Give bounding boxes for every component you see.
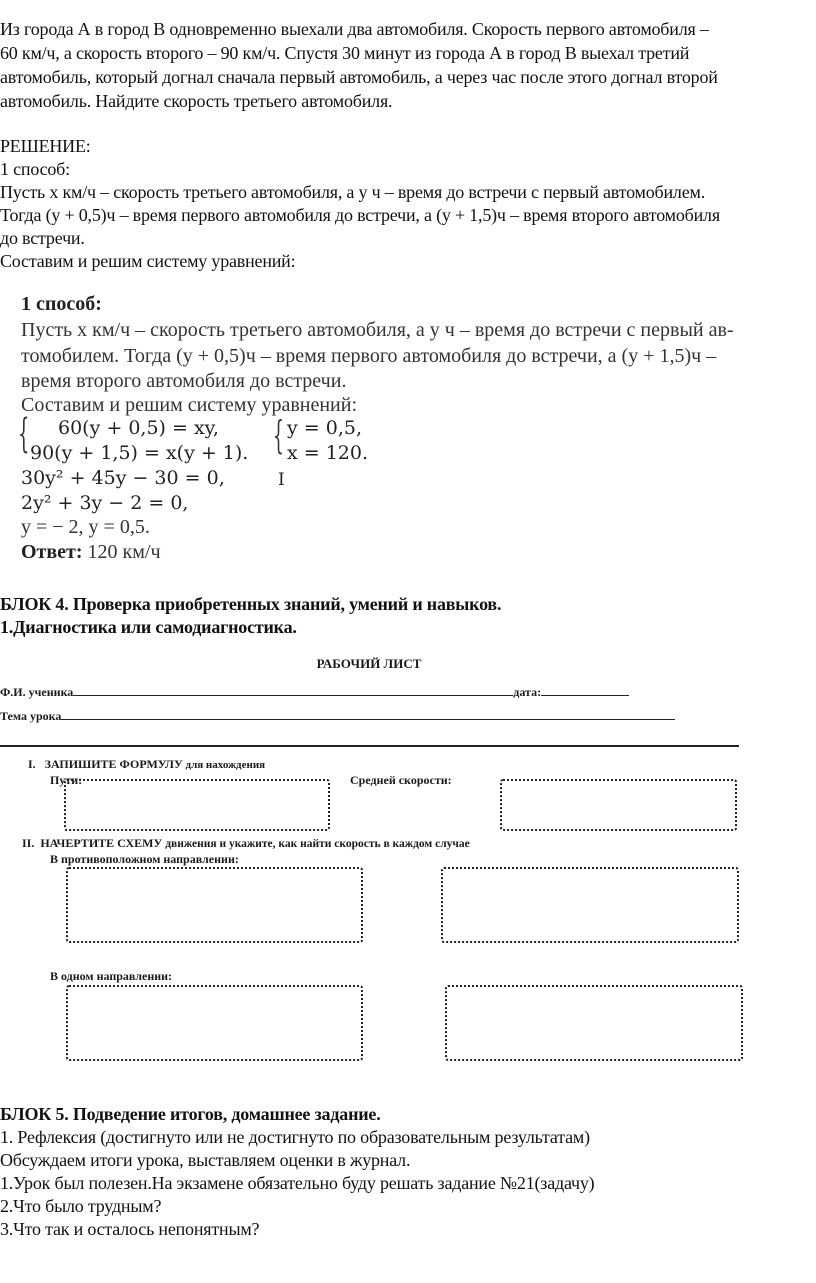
problem-line: 60 км/ч, а скорость второго – 90 км/ч. Спустя 30 минут из города А в город В выехал третий (0, 43, 690, 63)
date-field[interactable] (541, 683, 629, 696)
scan-line: Составим и решим систему уравнений: (21, 394, 358, 416)
section1-title-caps: ЗАПИШИТЕ ФОРМУЛУ (44, 757, 183, 771)
student-name-field[interactable] (73, 683, 513, 696)
lesson-topic-field[interactable] (61, 707, 675, 720)
opposite-direction-label: В противоположном направлении: (50, 852, 239, 866)
path-formula-box[interactable] (64, 779, 330, 831)
average-speed-label: Средней скорости: (350, 773, 452, 787)
section2-title-rest: движения и укажите, как найти скорость в каждом случае (162, 838, 470, 850)
block4-subtitle: 1.Диагностика или самодиагностика. (0, 617, 297, 637)
solution-line: Пусть х км/ч – скорость третьего автомобиля, а у ч – время до встречи с первый автомобилем. (0, 182, 705, 202)
system-right-eq1: y = 0,5, (287, 417, 362, 439)
solution-line: Тогда (у + 0,5)ч – время первого автомобиля до встречи, а (у + 1,5)ч – время второго автомобиля (0, 205, 720, 225)
worksheet-title: РАБОЧИЙ ЛИСТ (316, 656, 422, 671)
same-direction-label: В одном направлении: (50, 969, 173, 983)
opposite-direction-box-2[interactable] (441, 867, 739, 943)
problem-line: автомобиль. Найдите скорость третьего автомобиля. (0, 91, 393, 111)
student-name-label: Ф.И. ученика (0, 685, 74, 699)
section1-heading (28, 757, 265, 772)
lesson-topic-label: Тема урока (0, 709, 62, 723)
same-direction-box-2[interactable] (445, 985, 743, 1061)
equation-roots: y = − 2, y = 0,5. (21, 516, 150, 538)
scan-line: время второго автомобиля до встречи. (21, 370, 347, 392)
section2-heading (22, 836, 470, 851)
block5-line: 2.Что было трудным? (0, 1196, 162, 1216)
block5-line: Обсуждаем итоги урока, выставляем оценки в журнал. (0, 1150, 411, 1170)
divider-line (0, 745, 739, 747)
system-left-eq1: 60(y + 0,5) = xy, (58, 417, 219, 439)
section2-title-caps: НАЧЕРТИТЕ СХЕМУ (40, 836, 163, 850)
section1-number: I. (28, 757, 36, 771)
solution-line: Составим и решим систему уравнений: (0, 251, 296, 271)
problem-line: Из города А в город В одновременно выехали два автомобиля. Скорость первого автомобиля – (0, 19, 709, 39)
average-speed-formula-box[interactable] (500, 779, 737, 831)
path-label: Пути: (50, 773, 83, 787)
block5-line: 1. Рефлексия (достигнуто или не достигнуто по образовательным результатам) (0, 1127, 590, 1147)
equation-step: 30y² + 45y − 30 = 0, (21, 467, 225, 489)
system-left-eq2: 90(y + 1,5) = x(y + 1). (30, 442, 249, 464)
equation-step: 2y² + 3y − 2 = 0, (21, 492, 189, 514)
scan-line: Пусть х км/ч – скорость третьего автомобиля, а у ч – время до встречи с первый ав- (21, 319, 734, 341)
date-label: дата: (513, 685, 542, 699)
answer-value: 120 км/ч (82, 541, 161, 563)
block5-line: 1.Урок был полезен.На экзамене обязательно буду решать задание №21(задачу) (0, 1173, 595, 1193)
section1-title-rest: для нахождения (182, 759, 266, 771)
left-brace-icon: { (18, 411, 30, 457)
system-right-eq2: x = 120. (287, 442, 369, 464)
answer-label: Ответ: (21, 541, 83, 563)
lesson-topic-row (0, 707, 675, 724)
block4-title: БЛОК 4. Проверка приобретенных знаний, умений и навыков. (0, 594, 502, 614)
problem-line: автомобиль, который догнал сначала первый автомобиль, а через час после этого догнал второй (0, 67, 718, 87)
text-cursor-icon: I (278, 470, 285, 490)
scan-line: томобилем. Тогда (у + 0,5)ч – время первого автомобиля до встречи, а (у + 1,5)ч – (21, 345, 717, 367)
answer-line (21, 540, 161, 566)
block5-line: 3.Что так и осталось непонятным? (0, 1219, 260, 1239)
solution-line: до встречи. (0, 228, 85, 248)
scan-method-heading: 1 способ: (21, 293, 102, 315)
opposite-direction-box-1[interactable] (66, 867, 363, 943)
right-brace-icon: { (273, 413, 284, 457)
section2-number: II. (22, 836, 35, 850)
solution-heading: РЕШЕНИЕ: (0, 136, 91, 156)
student-name-row (0, 683, 629, 700)
solution-method: 1 способ: (0, 159, 70, 179)
same-direction-box-1[interactable] (66, 985, 363, 1061)
block5-title: БЛОК 5. Подведение итогов, домашнее задание. (0, 1104, 381, 1124)
